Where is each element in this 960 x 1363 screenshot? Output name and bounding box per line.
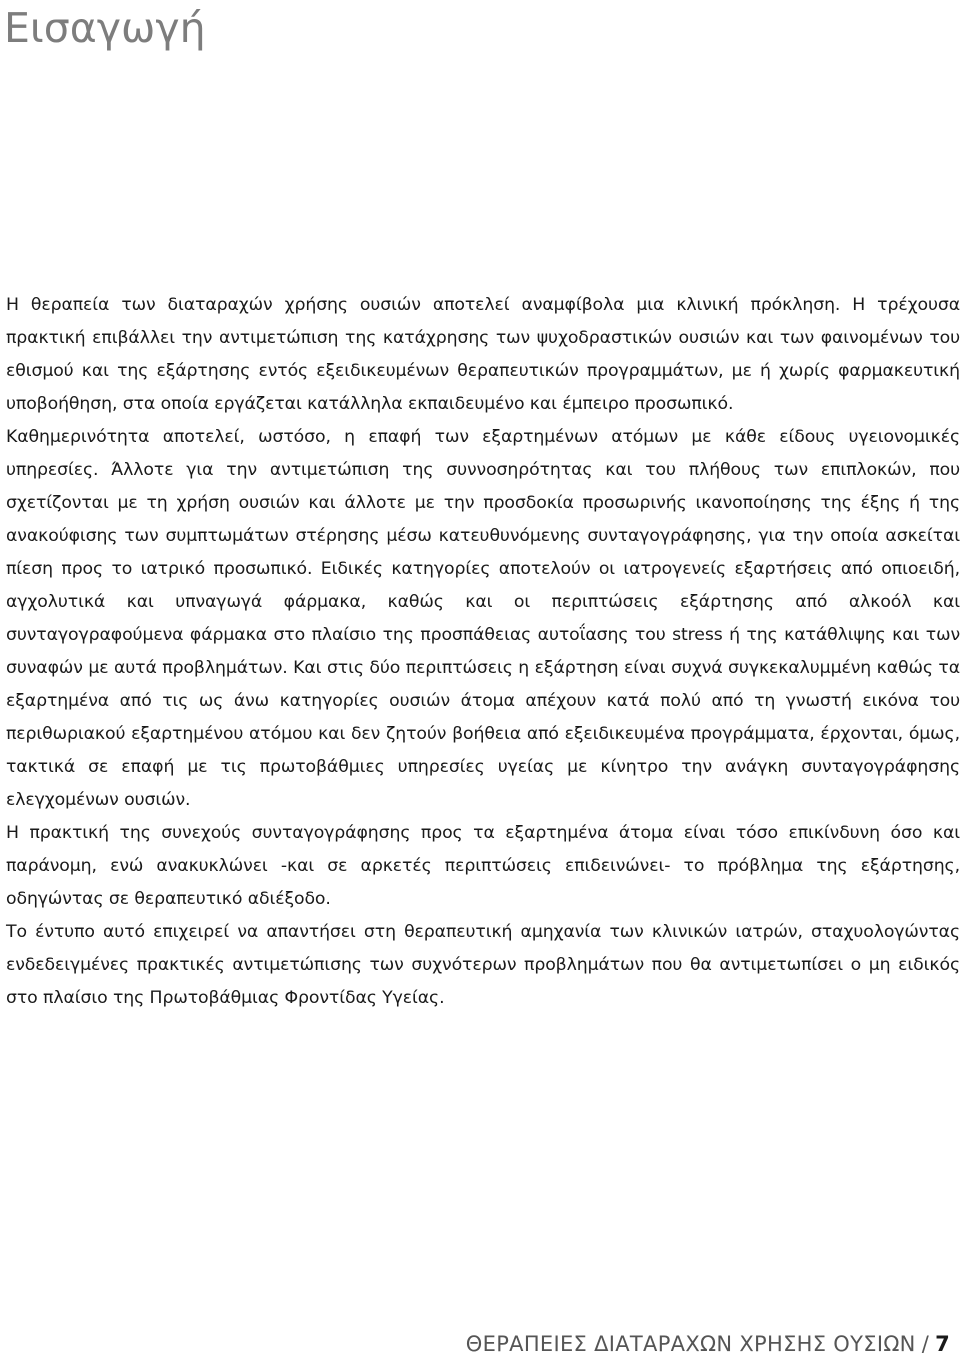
footer-separator: / <box>921 1332 930 1356</box>
paragraph-4: Το έντυπο αυτό επιχειρεί να απαντήσει στη θεραπευτική αμηχανία των κλινικών ιατρών, σταχυολογώντας ενδεδειγμένες πρακτικές αντιμετώπισης των συχνότερων προβλημάτων που θα αντιμετωπίσει ο μη ειδικός στο πλαίσιο της Πρωτοβάθμιας Φροντίδας Υγείας. <box>6 922 960 1008</box>
paragraph-3: Η πρακτική της συνεχούς συνταγογράφησης προς τα εξαρτημένα άτομα είναι τόσο επικίνδυνη όσο και παράνομη, ενώ ανακυκλώνει -και σε αρκετές περιπτώσεις επιδεινώνει- το πρόβλημα της εξάρτησης, οδηγώντας σε θεραπευτικό αδιέξοδο. <box>6 823 960 909</box>
body-text <box>6 289 960 1015</box>
page-footer <box>466 1329 950 1359</box>
running-title: ΘΕΡΑΠΕΙΕΣ ΔΙΑΤΑΡΑΧΩΝ ΧΡΗΣΗΣ ΟΥΣΙΩΝ <box>465 1332 916 1356</box>
page-number: 7 <box>935 1332 950 1356</box>
paragraph-2: Καθημερινότητα αποτελεί, ωστόσο, η επαφή των εξαρτημένων ατόμων με κάθε είδους υγειονομικές υπηρεσίες. Άλλοτε για την αντιμετώπιση της συννοσηρότητας και του πλήθους των επιπλοκών, που σχετίζονται με τη χρήση ουσιών και άλλοτε με την προσδοκία προσωρινής ικανοποίησης της έξης ή της ανακούφισης των συμπτωμάτων στέρησης μέσω κατευθυνόμενης συνταγογράφησης, για την οποία ασκείται πίεση προς το ιατρικό προσωπικό. Ειδικές κατηγορίες αποτελούν οι ιατρογενείς εξαρτήσεις από οπιοειδή, αγχολυτικά και υπναγωγά φάρμακα, καθώς και οι περιπτώσεις εξάρτησης από αλκοόλ και συνταγογραφούμενα φάρμακα στο πλαίσιο της προσπάθειας αυτοΐασης του stress ή της κατάθλιψης και των συναφών με αυτά προβλημάτων. Και στις δύο περιπτώσεις η εξάρτηση είναι συχνά συγκεκαλυμμένη καθώς τα εξαρτημένα από τις ως άνω κατηγορίες ουσιών άτομα απέχουν κατά πολύ από τη γνωστή εικόνα του περιθωριακού εξαρτημένου ατόμου και δεν ζητούν βοήθεια από εξειδικευμένα προγράμματα, έρχονται, όμως, τακτικά σε επαφή με τις πρωτοβάθμιες υπηρεσίες υγείας με κίνητρο την ανάγκη συνταγογράφησης ελεγχομένων ουσιών. <box>6 427 960 810</box>
paragraph-1: Η θεραπεία των διαταραχών χρήσης ουσιών αποτελεί αναμφίβολα μια κλινική πρόκληση. Η τρέχουσα πρακτική επιβάλλει την αντιμετώπιση της κατάχρησης των ψυχοδραστικών ουσιών και των φαινομένων του εθισμού και της εξάρτησης εντός εξειδικευμένων θεραπευτικών προγραμμάτων, με ή χωρίς φαρμακευτική υποβοήθηση, στα οποία εργάζεται κατάλληλα εκπαιδευμένο και έμπειρο προσωπικό. <box>6 295 960 414</box>
page-title: Εισαγωγή <box>4 4 206 52</box>
